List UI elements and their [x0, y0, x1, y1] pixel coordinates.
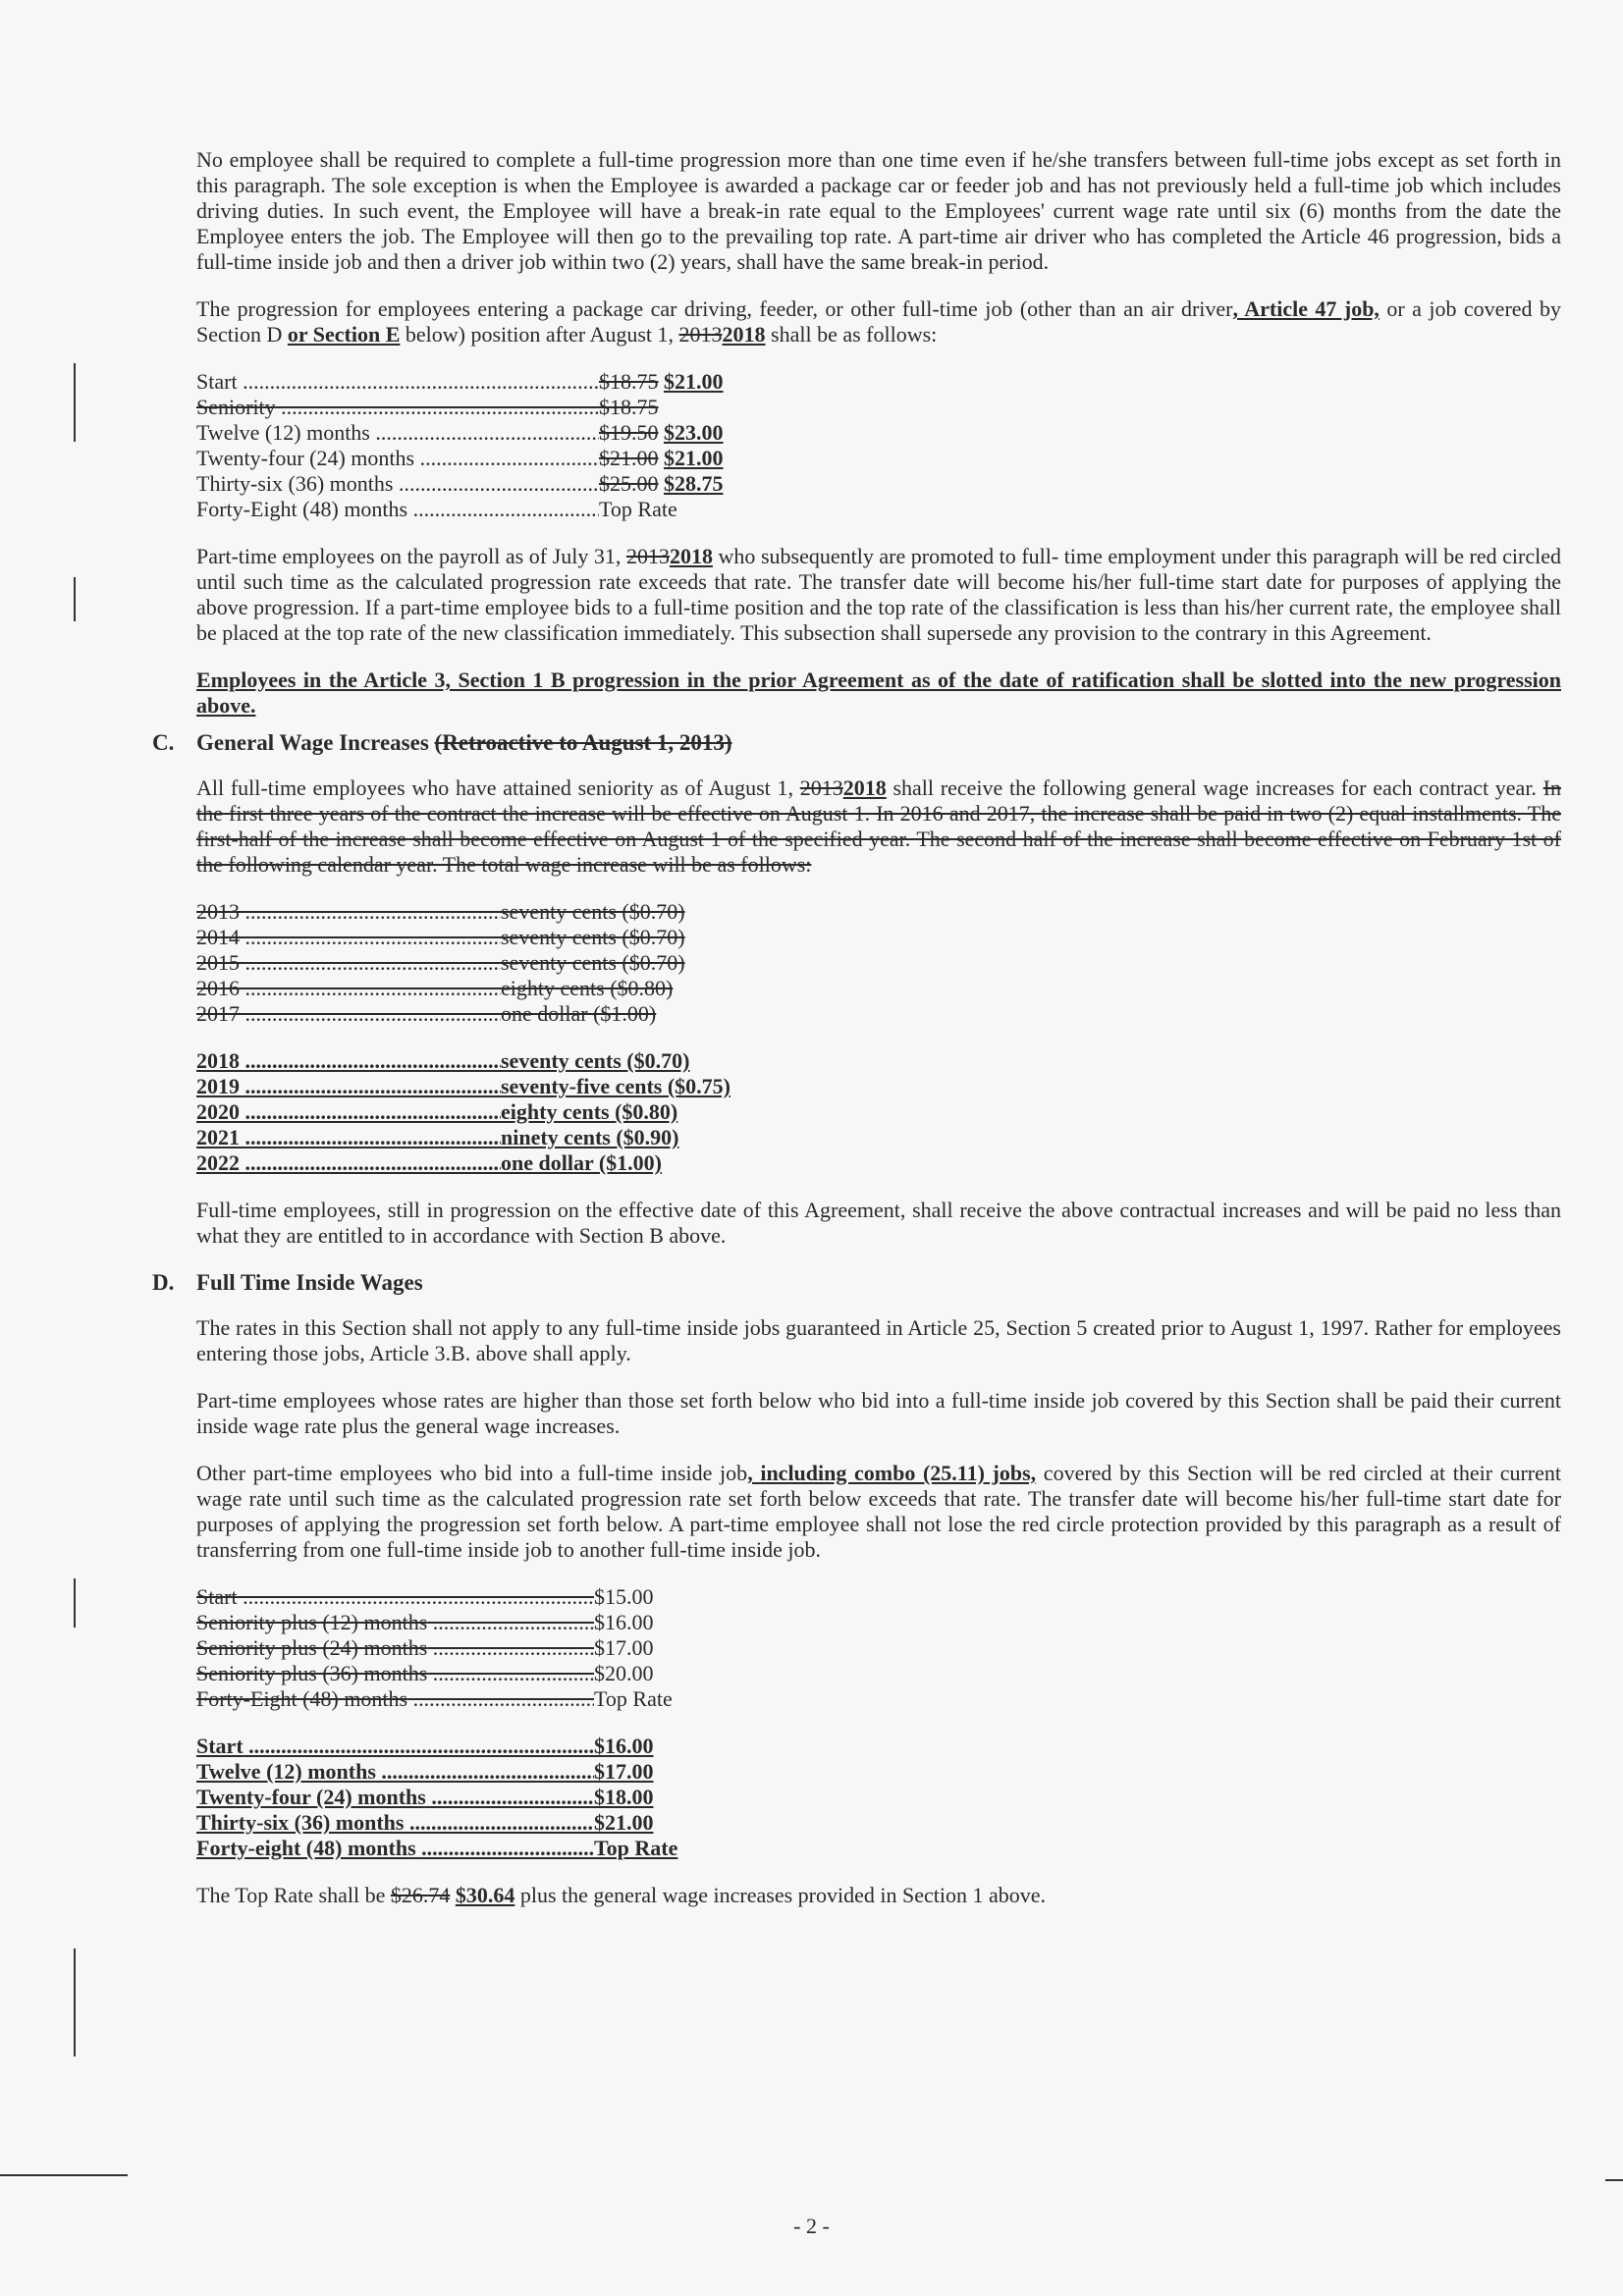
year: 2019 ..... [196, 1074, 501, 1099]
inserted-text: or Section E [287, 322, 401, 347]
row-label: Start ..... [196, 1584, 594, 1610]
old-rate: $18.75 [599, 369, 659, 394]
section-c-closing: Full-time employees, still in progression on the effective date of this Agreement, shall receive the above contractual increases and will be paid no less than what they are entitled to in accordance with Section B above. [196, 1198, 1561, 1248]
row-label: Twelve (12) months ..... [196, 1759, 594, 1785]
text: below) position after August 1, [400, 322, 679, 347]
table-row [196, 1635, 1561, 1661]
section-c-heading [152, 730, 1561, 756]
deleted-text: $26.74 [390, 1883, 451, 1907]
section-title: General Wage Increases [196, 730, 435, 755]
change-bar [74, 1578, 76, 1628]
amount: eighty cents ($0.80) [501, 1099, 678, 1124]
rate: $17.00 [594, 1635, 654, 1660]
deleted-text: 2013 [678, 322, 723, 347]
table-row [196, 420, 1561, 446]
row-label: Seniority plus (12) months ..... [196, 1610, 594, 1635]
list-item [196, 1001, 1561, 1027]
year: 2021 ..... [196, 1125, 501, 1150]
old-rate: $25.00 [599, 471, 659, 496]
table-row [196, 369, 1561, 395]
year: 2020 ..... [196, 1099, 501, 1125]
deleted-text: 2013 [625, 544, 670, 568]
inserted-text: , Article 47 job, [1232, 296, 1380, 321]
table-row [196, 497, 1561, 522]
old-rate: $18.75 [599, 395, 659, 419]
table-row [196, 1759, 1561, 1785]
deleted-text: 2013 [799, 775, 843, 800]
table-row [196, 1686, 1561, 1712]
year: 2015 ..... [196, 950, 501, 976]
year: 2014 ..... [196, 925, 501, 950]
amount: seventy cents ($0.70) [501, 925, 685, 949]
progression-paragraph [196, 296, 1561, 347]
row-label: Seniority plus (24) months ..... [196, 1635, 594, 1661]
table-row [196, 1584, 1561, 1610]
text: shall receive the following general wage increases for each contract year. [886, 775, 1543, 800]
document-page [152, 147, 1561, 1930]
rate: $21.00 [594, 1810, 654, 1835]
row-label: Thirty-six (36) months ..... [196, 1810, 594, 1836]
rate: $17.00 [594, 1759, 654, 1784]
new-rate: $23.00 [664, 420, 724, 445]
table-row [196, 446, 1561, 471]
text: plus the general wage increases provided in Section 1 above. [514, 1883, 1046, 1907]
section-letter: C. [152, 730, 175, 755]
table-row [196, 1661, 1561, 1686]
table-row [196, 1810, 1561, 1836]
amount: seventy cents ($0.70) [501, 899, 685, 924]
rate: $15.00 [594, 1584, 654, 1609]
section-letter: D. [152, 1270, 175, 1295]
section-title: Full Time Inside Wages [196, 1270, 423, 1295]
section-d-heading [152, 1270, 1561, 1296]
new-inside-rates [196, 1734, 1561, 1861]
section-d-para2: Part-time employees whose rates are higher than those set forth below who bid into a full-time inside job covered by this Section shall be paid their current inside wage rate plus the general wage increases. [196, 1388, 1561, 1438]
scan-mark [1605, 2179, 1623, 2181]
parttime-paragraph [196, 544, 1561, 646]
list-item [196, 925, 1561, 950]
row-label: Twelve (12) months ..... [196, 420, 599, 446]
row-label: Twenty-four (24) months ..... [196, 1785, 594, 1810]
old-inside-rates [196, 1584, 1561, 1712]
inserted-text: $30.64 [455, 1883, 515, 1907]
year: 2022 ..... [196, 1150, 501, 1176]
table-row [196, 471, 1561, 497]
old-rate: $21.00 [599, 446, 659, 470]
change-bar [74, 1949, 76, 2056]
table-row [196, 1734, 1561, 1759]
text: covered by this Section will be red circled at their current wage rate until such time as the calculated progression rate set forth below exceeds that rate. The transfer date will become his/her full-time start date for purposes of applying the progression set forth below. A part-time employee shall not lose the red circle protection provided by this paragraph as a result of transferring from one full-time inside job to another full-time inside job. [196, 1461, 1561, 1562]
list-item [196, 1099, 1561, 1125]
progression-table [196, 369, 1561, 522]
rate: $16.00 [594, 1734, 654, 1758]
text: or a job covered by Section D [196, 296, 1561, 347]
rate: Top Rate [594, 1686, 673, 1711]
old-increase-list [196, 899, 1561, 1027]
list-item [196, 1125, 1561, 1150]
slotted-paragraph: Employees in the Article 3, Section 1 B progression in the prior Agreement as of the date of ratification shall be slotted into the new progression above. [196, 667, 1561, 718]
rate: $16.00 [594, 1610, 654, 1634]
row-label: Forty-eight (48) months ..... [196, 1836, 594, 1861]
amount: seventy-five cents ($0.75) [501, 1074, 730, 1098]
row-label: Forty-Eight (48) months ..... [196, 497, 599, 522]
deleted-text: (Retroactive to August 1, 2013) [434, 730, 732, 755]
list-item [196, 1048, 1561, 1074]
table-row [196, 1785, 1561, 1810]
rate: $20.00 [594, 1661, 654, 1685]
amount: eighty cents ($0.80) [501, 976, 674, 1000]
list-item [196, 950, 1561, 976]
change-bar [74, 577, 76, 621]
list-item [196, 1074, 1561, 1099]
change-bar [74, 363, 76, 442]
year: 2018 ..... [196, 1048, 501, 1074]
old-rate: $19.50 [599, 420, 659, 445]
intro-paragraph: No employee shall be required to complete a full-time progression more than one time even if he/she transfers between full-time jobs except as set forth in this paragraph. The sole exception is when the Employee is awarded a package car or feeder job and has not previously held a full-time job which includes driving duties. In such event, the Employee will have a break-in rate equal to the Employees' current wage rate until six (6) months from the date the Employee enters the job. The Employee will then go to the prevailing top rate. A part-time air driver who has completed the Article 46 progression, bids a full-time inside job and then a driver job within two (2) years, shall have the same break-in period. [196, 147, 1561, 274]
amount: seventy cents ($0.70) [501, 950, 685, 975]
row-label: Start ..... [196, 369, 599, 395]
new-increase-list [196, 1048, 1561, 1176]
top-rate: Top Rate [599, 497, 677, 521]
amount: one dollar ($1.00) [501, 1150, 662, 1175]
text: Other part-time employees who bid into a full-time inside job [196, 1461, 748, 1485]
section-d-para1: The rates in this Section shall not apply to any full-time inside jobs guaranteed in Article 25, Section 5 created prior to August 1, 1997. Rather for employees entering those jobs, Article 3.B. above shall apply. [196, 1315, 1561, 1365]
inserted-text: , including combo (25.11) jobs, [747, 1461, 1037, 1485]
row-label: Start ..... [196, 1734, 594, 1759]
amount: ninety cents ($0.90) [501, 1125, 679, 1149]
amount: seventy cents ($0.70) [501, 1048, 690, 1073]
row-label: Twenty-four (24) months ..... [196, 446, 599, 471]
section-d-para3 [196, 1461, 1561, 1563]
page-number: - 2 - [793, 2214, 830, 2238]
text: The progression for employees entering a package car driving, feeder, or other full-time job (other than an air driver [196, 296, 1233, 321]
text: shall be as follows: [765, 322, 938, 347]
rate: $18.00 [594, 1785, 654, 1809]
new-rate: $28.75 [664, 471, 724, 496]
deleted-text: In the first three years of the contract the increase will be effective on August 1. In 2016 and 2017, the increase shall be paid in two (2) equal installments. The first-half of the increase shall become effective on August 1 of the specified year. The second half of the increase shall become effective on February 1st of the following calendar year. The total wage increase will be as follows: [196, 775, 1561, 877]
scan-mark [0, 2174, 128, 2176]
year: 2013 ..... [196, 899, 501, 925]
top-rate-sentence [196, 1883, 1561, 1908]
list-item [196, 976, 1561, 1001]
inserted-text: 2018 [669, 544, 713, 568]
row-label: Forty-Eight (48) months ..... [196, 1686, 594, 1712]
new-rate: $21.00 [664, 369, 724, 394]
row-label: Thirty-six (36) months ..... [196, 471, 599, 497]
rate: Top Rate [594, 1836, 678, 1860]
wage-increase-paragraph [196, 775, 1561, 878]
table-row [196, 395, 1561, 420]
list-item [196, 1150, 1561, 1176]
inserted-text: 2018 [722, 322, 766, 347]
year: 2016 ..... [196, 976, 501, 1001]
text: All full-time employees who have attained seniority as of August 1, [196, 775, 800, 800]
year: 2017 ..... [196, 1001, 501, 1027]
list-item [196, 899, 1561, 925]
inserted-text: 2018 [842, 775, 887, 800]
text: The Top Rate shall be [196, 1883, 391, 1907]
amount: one dollar ($1.00) [501, 1001, 657, 1026]
text: Part-time employees on the payroll as of July 31, [196, 544, 626, 568]
table-row [196, 1836, 1561, 1861]
row-label: Seniority plus (36) months ..... [196, 1661, 594, 1686]
row-label: Seniority ..... [196, 395, 599, 420]
table-row [196, 1610, 1561, 1635]
text: who subsequently are promoted to full- time employment under this paragraph will be red circled until such time as the calculated progression rate exceeds that rate. The transfer date will become his/her full-time start date for purposes of applying the above progression. If a part-time employee bids to a full-time position and the top rate of the classification is less than his/her current rate, the employee shall be placed at the top rate of the new classification immediately. This subsection shall supersede any provision to the contrary in this Agreement. [196, 544, 1561, 645]
new-rate: $21.00 [664, 446, 724, 470]
